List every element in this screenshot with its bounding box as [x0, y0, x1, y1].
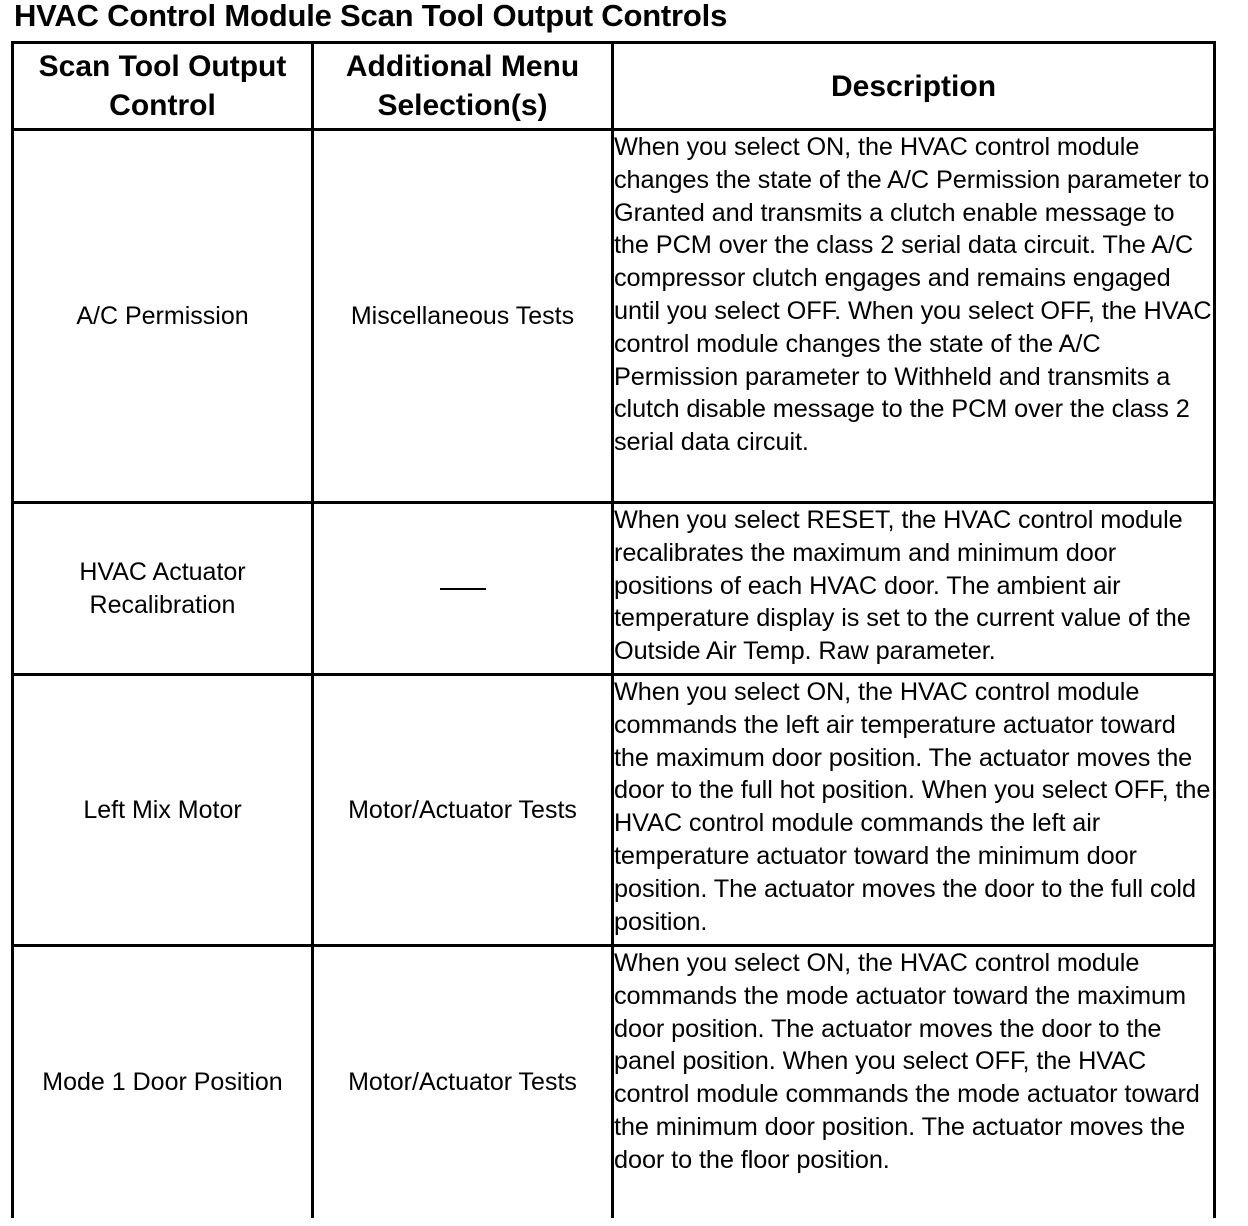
header-menu-selection: Additional Menu Selection(s) — [313, 43, 613, 130]
menu-selection-cell: Motor/Actuator Tests — [313, 946, 613, 1218]
output-control-cell: Left Mix Motor — [13, 675, 313, 946]
table-row — [13, 946, 1215, 1218]
output-control-cell: HVAC Actuator Recalibration — [13, 503, 313, 675]
header-output-control: Scan Tool Output Control — [13, 43, 313, 130]
table-row — [13, 503, 1215, 675]
description-cell: When you select RESET, the HVAC control module recalibrates the maximum and minimum door positions of each HVAC door. The ambient air temperature display is set to the current value of the Outside Air Temp. Raw parameter. — [613, 503, 1215, 675]
output-controls-table — [11, 41, 1216, 1218]
table-row — [13, 130, 1215, 503]
menu-selection-cell: Motor/Actuator Tests — [313, 675, 613, 946]
description-cell: When you select ON, the HVAC control module commands the mode actuator toward the maximum door position. The actuator moves the door to the panel position. When you select OFF, the HVAC control module commands the mode actuator toward the minimum door position. The actuator moves the door to the floor position. — [613, 946, 1215, 1218]
menu-selection-cell — [313, 503, 613, 675]
output-control-cell: Mode 1 Door Position — [13, 946, 313, 1218]
header-description: Description — [613, 43, 1215, 130]
description-cell: When you select ON, the HVAC control module commands the left air temperature actuator toward the maximum door position. The actuator moves the door to the full hot position. When you select OFF, the HVAC control module commands the left air temperature actuator toward the minimum door position. The actuator moves the door to the full cold position. — [613, 675, 1215, 946]
no-selection-dash — [440, 588, 486, 590]
page-title: HVAC Control Module Scan Tool Output Controls — [14, 0, 728, 33]
menu-selection-cell: Miscellaneous Tests — [313, 130, 613, 503]
table-header-row — [13, 43, 1215, 130]
table-row — [13, 675, 1215, 946]
description-cell: When you select ON, the HVAC control module changes the state of the A/C Permission parameter to Granted and transmits a clutch enable message to the PCM over the class 2 serial data circuit. The A/C compressor clutch engages and remains engaged until you select OFF. When you select OFF, the HVAC control module changes the state of the A/C Permission parameter to Withheld and transmits a clutch disable message to the PCM over the class 2 serial data circuit. — [613, 130, 1215, 503]
output-control-cell: A/C Permission — [13, 130, 313, 503]
